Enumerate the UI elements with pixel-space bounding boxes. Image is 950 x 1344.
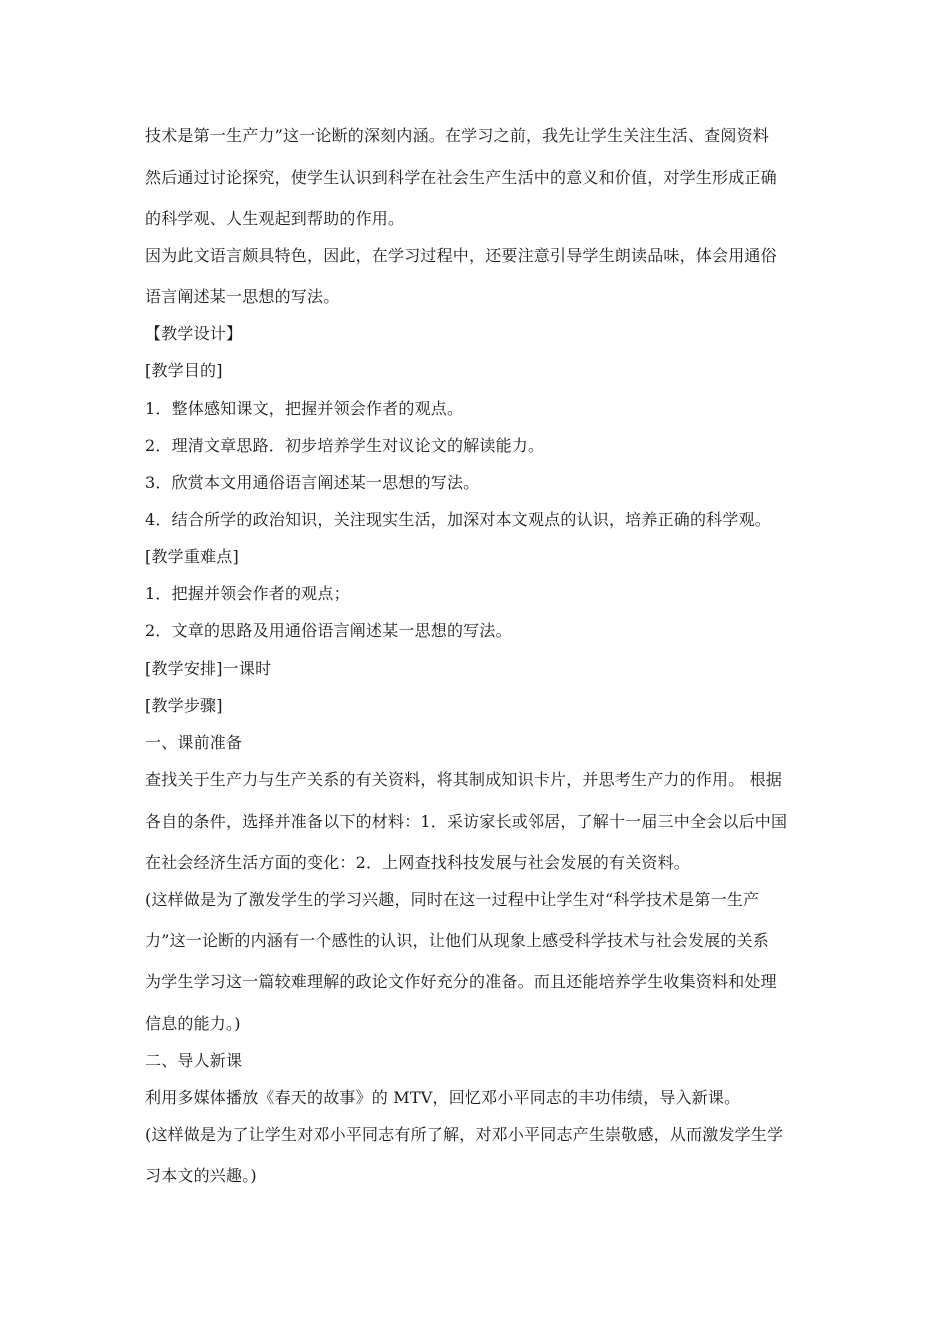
subsection-heading: [教学重难点]: [145, 547, 239, 566]
subsection-heading: [教学目的]: [145, 361, 223, 380]
list-item: 4．结合所学的政治知识，关注现实生活，加深对本文观点的认识，培养正确的科学观。: [145, 510, 771, 529]
paragraph-line: 在社会经济生活方面的变化：2．上网查找科技发展与社会发展的有关资料。: [145, 853, 690, 872]
paragraph-line: 信息的能力。): [145, 1014, 241, 1033]
paragraph-line: 因为此文语言颇具特色，因此，在学习过程中，还要注意引导学生朗读品味，体会用通俗: [145, 246, 777, 265]
step-heading: 二、导人新课: [145, 1051, 243, 1070]
list-item: 3．欣赏本文用通俗语言阐述某一思想的写法。: [145, 473, 480, 492]
paragraph-line: 为学生学习这一篇较难理解的政论文作好充分的准备。而且还能培养学生收集资料和处理: [145, 972, 777, 991]
subsection-heading: [教学安排]一课时: [145, 659, 272, 678]
paragraph-line: 的科学观、人生观起到帮助的作用。: [145, 209, 405, 228]
list-item: 2．理清文章思路．初步培养学生对议论文的解读能力。: [145, 436, 545, 455]
paragraph-line: 然后通过讨论探究，使学生认识到科学在社会生产生活中的意义和价值，对学生形成正确: [145, 168, 777, 187]
paragraph-line: 利用多媒体播放《春天的故事》的 MTV，回忆邓小平同志的丰功伟绩，导入新课。: [145, 1088, 741, 1107]
list-item: 1．整体感知课文，把握并领会作者的观点。: [145, 399, 464, 418]
paragraph-line: (这样做是为了让学生对邓小平同志有所了解，对邓小平同志产生崇敬感，从而激发学生学: [145, 1125, 784, 1144]
list-item: 1．把握并领会作者的观点；: [145, 584, 350, 603]
paragraph-line: 各自的条件，选择并准备以下的材料：1．采访家长或邻居，了解十一届三中全会以后中国: [145, 812, 788, 831]
paragraph-line: 力”这一论断的内涵有一个感性的认识，让他们从现象上感受科学技术与社会发展的关系: [145, 931, 769, 950]
paragraph-line: 查找关于生产力与生产关系的有关资料，将其制成知识卡片，并思考生产力的作用。 根据: [145, 770, 783, 789]
paragraph-line: 技术是第一生产力”这一论断的深刻内涵。在学习之前，我先让学生关注生活、查阅资料: [145, 126, 769, 145]
subsection-heading: [教学步骤]: [145, 696, 223, 715]
paragraph-line: (这样做是为了激发学生的学习兴趣，同时在这一过程中让学生对“科学技术是第一生产: [145, 890, 760, 909]
paragraph-line: 习本文的兴趣。): [145, 1166, 257, 1185]
section-heading: 【教学设计】: [145, 324, 243, 343]
paragraph-line: 语言阐述某一思想的写法。: [145, 287, 340, 306]
step-heading: 一、课前准备: [145, 733, 243, 752]
list-item: 2．文章的思路及用通俗语言阐述某一思想的写法。: [145, 621, 512, 640]
